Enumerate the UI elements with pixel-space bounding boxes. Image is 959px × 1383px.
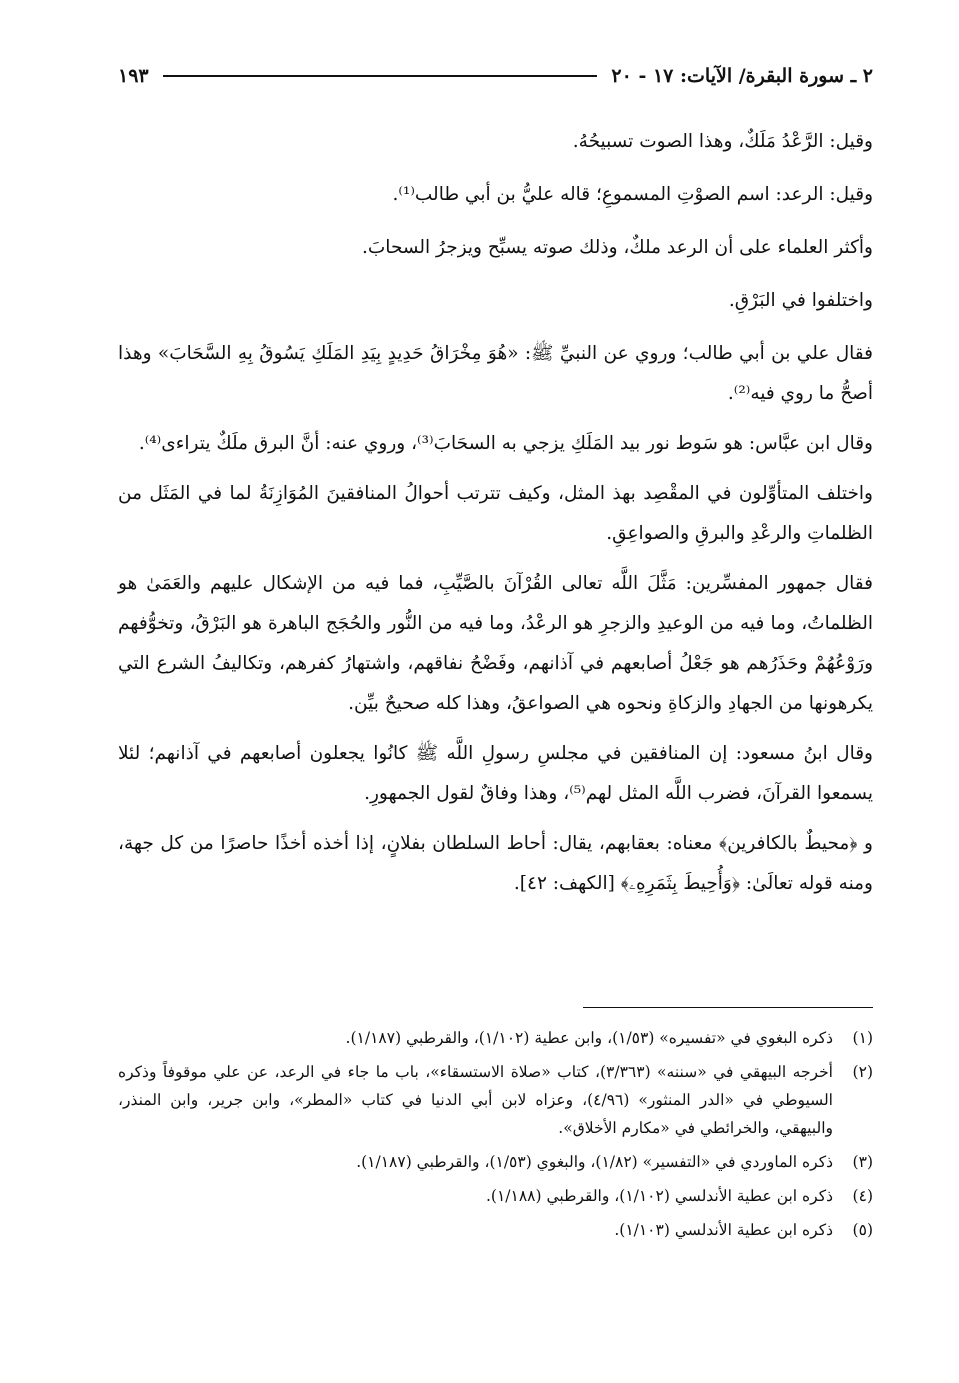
page-number: ١٩٣ (118, 65, 149, 87)
running-header (118, 56, 873, 96)
footnote (118, 1182, 873, 1210)
footnote (118, 1024, 873, 1052)
footnote-text: ذكره البغوي في «تفسيره» (١/٥٣)، وابن عطية (١/١٠٢)، والقرطبي (١/١٨٧). (345, 1029, 833, 1047)
footnote-number: (٤) (852, 1187, 873, 1205)
paragraph: وقيل: الرَّعْدُ مَلَكٌ، وهذا الصوت تسبيحُهُ. (572, 131, 873, 152)
footnote-text: ذكره ابن عطية الأندلسي (١/١٠٣). (614, 1221, 833, 1239)
paragraph: و ﴿محيطٌ بالكافرين﴾ معناه: بعقابهم، يقال: أحاط السلطان بفلانٍ، إذا أخذه أخذًا حاصرًا من كل جهة، ومنه قوله تعالَىٰ: ﴿وَأُحِيطَ بِثَمَرِهِۦ﴾ [الكهف: ٤٢]. (118, 833, 873, 894)
footnote (118, 1148, 873, 1176)
footnote-number: (١) (852, 1029, 873, 1047)
footnote-number: (٢) (852, 1063, 873, 1081)
footnote-text: أخرجه البيهقي في «سننه» (٣/٣٦٣)، كتاب «صلاة الاستسقاء»، باب ما جاء في الرعد، عن علي موقوفاً وذكره السيوطي في «الدر المنثور» (٤/٩٦)، وعزاه لابن أبي الدنيا في كتاب «المطر»، وابن جرير، وابن المنذر، والبيهقي، والخرائطي في «مكارم الأخلاق». (118, 1063, 833, 1137)
header-rule (163, 75, 598, 77)
paragraph: وقال ابن عبَّاس: هو سَوط نور بيد المَلَكِ يزجي به السحَابَ⁽³⁾، وروي عنه: أنَّ البرق ملَكٌ يتراءى⁽⁴⁾. (138, 433, 873, 454)
footnotes (118, 1024, 873, 1250)
paragraph: واختلفوا في البَرْقِ. (728, 290, 873, 311)
footnote-text: ذكره ابن عطية الأندلسي (١/١٠٢)، والقرطبي (١/١٨٨). (486, 1187, 833, 1205)
footnote-number: (٥) (852, 1221, 873, 1239)
paragraph: وقال ابنُ مسعود: إن المنافقين في مجلسِ رسولِ اللَّه ﷺ كانُوا يجعلون أصابعهم في آذانهم؛ لئلا يسمعوا القرآنَ، فضرب اللَّه المثل لهم⁽⁵⁾، وهذا وفاقٌ لقول الجمهورِ. (118, 743, 873, 804)
footnote (118, 1058, 873, 1142)
paragraph: فقال علي بن أبي طالب؛ وروي عن النبيِّ ﷺ: «هُوَ مِخْرَاقُ حَدِيدٍ بِيَدِ المَلَكِ يَسُوقُ بِهِ السَّحَابَ» وهذا أصحُّ ما روي فيه⁽²⁾. (118, 343, 873, 404)
paragraph: فقال جمهور المفسِّرين: مَثَّلَ اللَّه تعالى القُرْآنَ بالصَّيِّبِ، فما فيه من الإشكال عليهم والعَمَىٰ هو الظلماتُ، وما فيه من الوعيدِ والزجرِ هو الرعْدُ، وما فيه من النُّور والحُجَج الباهرة هو البَرْقُ، وتخوُّفهم ورَوْعُهُمْ وحَذَرُهم هو جَعْلُ أصابعهم في آذانهم، وفَضْحُ نفاقهم، واشتهارُ كفرهم، وتكاليفُ الشرع التي يكرهونها من الجهادِ والزكاةِ ونحوه هي الصواعقُ، وهذا كله صحيحٌ بيِّن. (118, 573, 873, 714)
paragraph: واختلف المتأوِّلون في المقْصِد بهذ المثل، وكيف تترتب أحوالُ المنافقينَ المُوَازِنَةُ لما في المَثَل من الظلماتِ والرعْدِ والبرقِ والصواعِقِ. (118, 483, 873, 544)
footnote-text: ذكره الماوردي في «التفسير» (١/٨٢)، والبغوي (١/٥٣)، والقرطبي (١/١٨٧). (356, 1153, 833, 1171)
paragraph: وأكثر العلماء على أن الرعد ملكٌ، وذلك صوته يسبِّح ويزجرُ السحابَ. (362, 237, 873, 258)
footnote (118, 1216, 873, 1244)
footnote-number: (٣) (852, 1153, 873, 1171)
footnote-separator (583, 1007, 873, 1008)
main-text (118, 122, 873, 914)
paragraph: وقيل: الرعد: اسم الصوْتِ المسموعِ؛ قاله عليُّ بن أبي طالب⁽¹⁾. (392, 184, 873, 205)
header-title: ٢ ـ سورة البقرة/ الآيات: ١٧ - ٢٠ (611, 65, 873, 87)
